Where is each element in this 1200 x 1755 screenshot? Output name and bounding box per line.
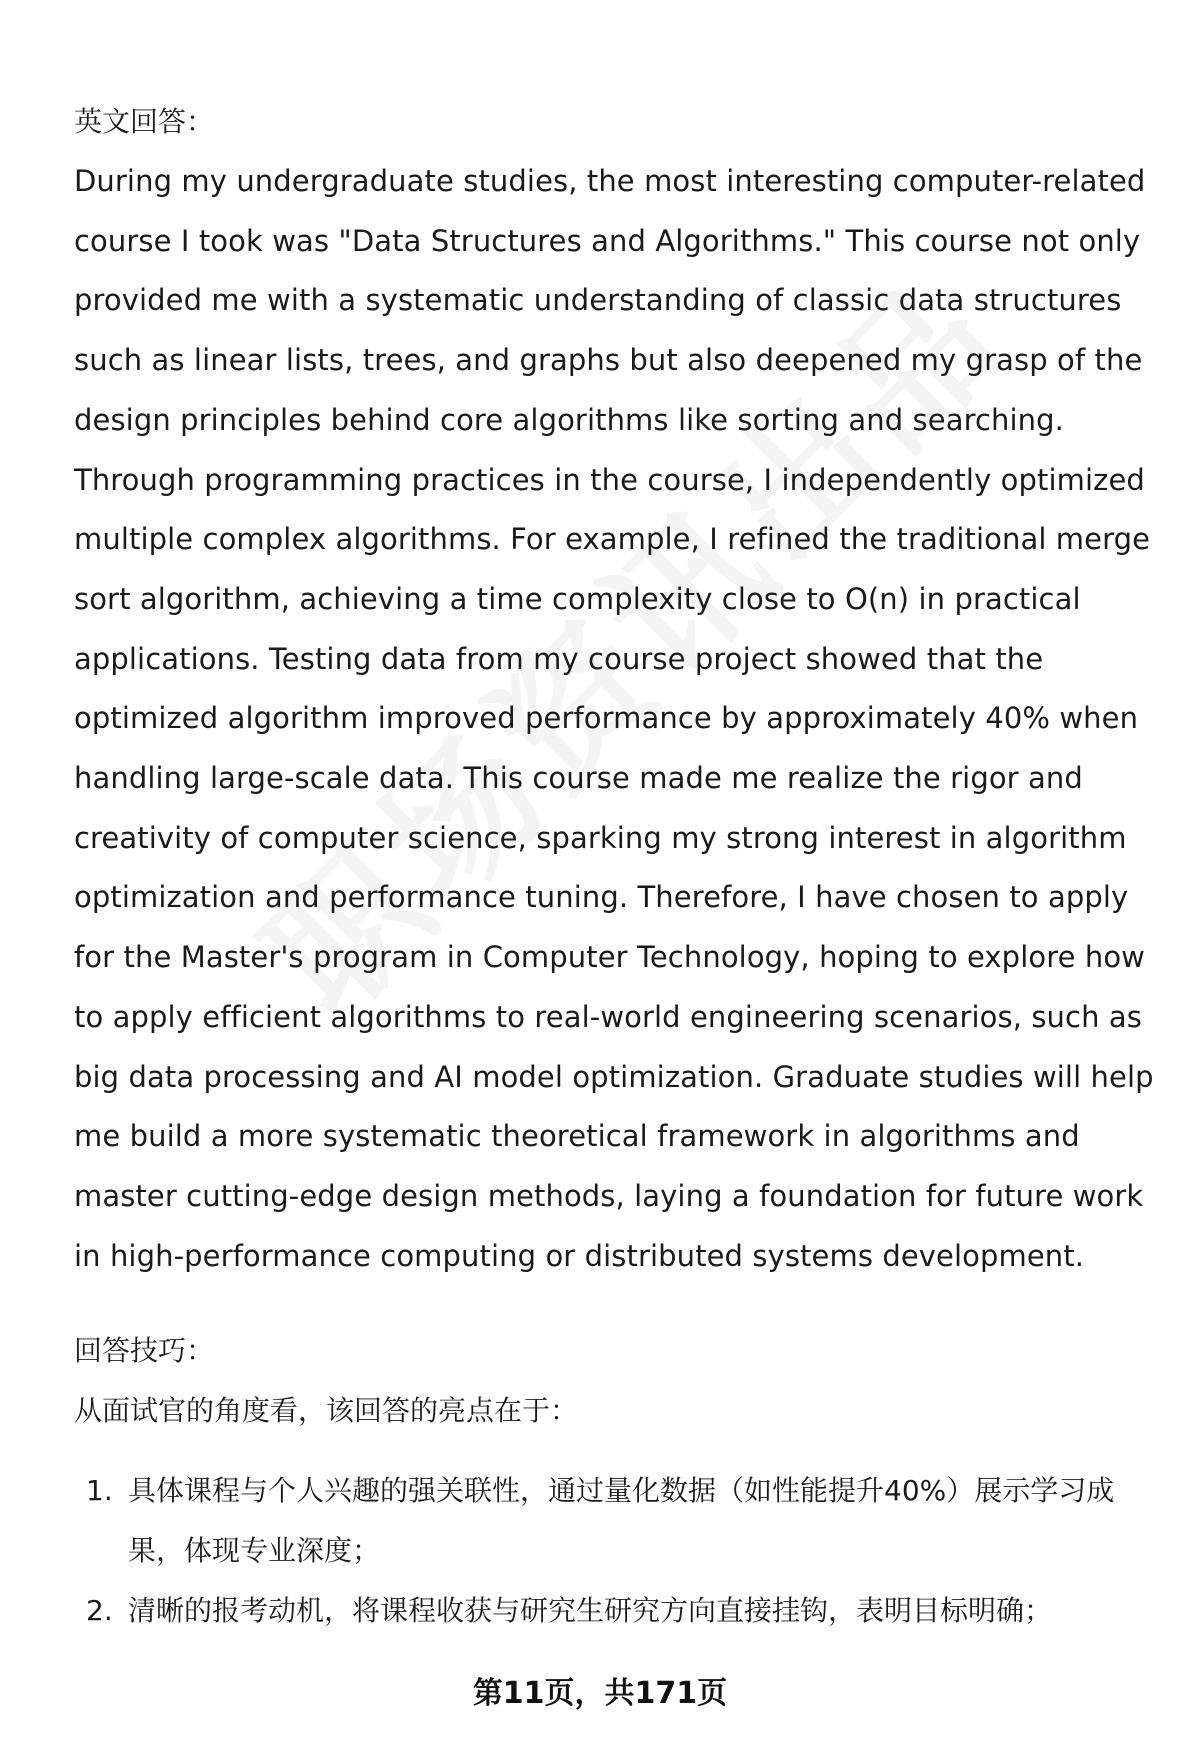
page-content	[74, 92, 1154, 1641]
tips-intro: 从面试官的角度看，该回答的亮点在于：	[74, 1394, 579, 1428]
list-item-number: 1.	[86, 1474, 113, 1508]
tips-list	[74, 1461, 1154, 1641]
list-item-text: 具体课程与个人兴趣的强关联性，通过量化数据（如性能提升40%）展示学习成果，体现专业深度；	[128, 1474, 1115, 1568]
list-item-text: 清晰的报考动机，将课程收获与研究生研究方向直接挂钩，表明目标明确；	[128, 1594, 1053, 1628]
tips-label: 回答技巧：	[74, 1334, 215, 1368]
page-footer: 第11页，共171页	[472, 1676, 728, 1711]
list-item	[74, 1461, 1154, 1581]
english-answer-label: 英文回答：	[74, 105, 215, 138]
list-item	[74, 1581, 1154, 1641]
english-answer-text: During my undergraduate studies, the most interesting computer-related course I took was "Data Structures and Algorithms." This course not only provided me with a systematic understanding of classic data structures such as linear lists, trees, and graphs but also deepened my grasp of the design principles behind core algorithms like sorting and searching. Through programming practices in the course, I independently optimized multiple complex algorithms. For example, I refined the traditional merge sort algorithm, achieving a time complexity close to O(n) in practical applications. Testing data from my course project showed that the optimized algorithm improved performance by approximately 40% when handling large-scale data. This course made me realize the rigor and creativity of computer science, sparking my strong interest in algorithm optimization and performance tuning. Therefore, I have chosen to apply for the Master's program in Computer Technology, hoping to explore how to apply efficient algorithms to real-world engineering scenarios, such as big data processing and AI model optimization. Graduate studies will help me build a more systematic theoretical framework in algorithms and master cutting-edge design methods, laying a foundation for future work in high-performance computing or distributed systems development.	[74, 164, 1154, 1273]
list-item-number: 2.	[86, 1594, 113, 1628]
